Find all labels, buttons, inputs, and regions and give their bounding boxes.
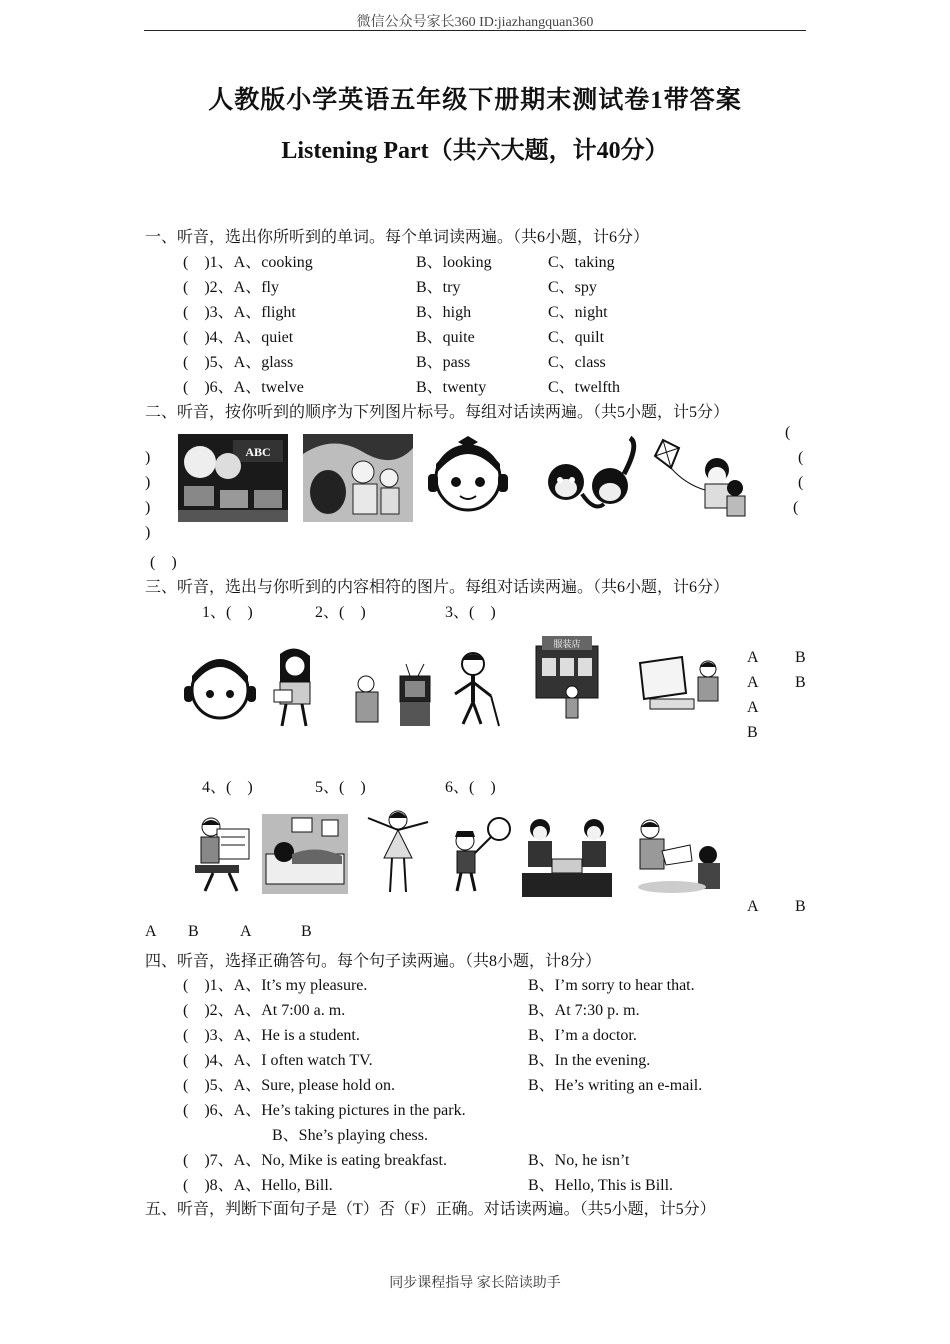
s1-item-4-c: C、quilt — [548, 329, 605, 346]
page-header: 微信公众号家长360 ID:jiazhangquan360 — [356, 15, 594, 30]
s1-item-3-b: B、high — [416, 304, 472, 321]
section-2-heading: 二、听音，按你听到的顺序为下列图片标号。每组对话读两遍。（共5小题，计5分） — [145, 404, 730, 421]
s4-item-5-b: B、He’s writing an e-mail. — [528, 1077, 703, 1094]
s1-item-2-a: ( )2、A、fly — [183, 279, 279, 296]
s4-item-5-a: ( )5、A、Sure, please hold on. — [183, 1077, 395, 1094]
s1-item-1-c: C、taking — [548, 254, 615, 271]
picture-family-reading — [632, 815, 730, 895]
s1-item-4-b: B、quite — [416, 329, 475, 346]
s3-label-b-2: B — [795, 674, 806, 691]
s2-paren-open-3: ( — [798, 474, 804, 491]
s4-item-6-b: B、She’s playing chess. — [272, 1127, 428, 1144]
s3-label-a-5: A — [145, 923, 157, 940]
s1-item-6-a: ( )6、A、twelve — [183, 379, 304, 396]
s4-item-3-b: B、I’m a doctor. — [528, 1027, 637, 1044]
s3-question-6: 6、( ) — [445, 779, 496, 796]
page-footer: 同步课程指导 家长陪读助手 — [389, 1276, 561, 1291]
s2-paren-close-4: ) — [145, 524, 151, 541]
document-subtitle: Listening Part（共六大题，计40分） — [281, 138, 669, 164]
blackboard-abc-text: ABC — [245, 445, 271, 459]
s4-item-1-a: ( )1、A、It’s my pleasure. — [183, 977, 368, 994]
s2-paren-open-1: ( — [785, 424, 791, 441]
s4-item-3-a: ( )3、A、He is a student. — [183, 1027, 360, 1044]
s2-paren-pair: ( ) — [150, 554, 177, 571]
s4-item-4-b: B、In the evening. — [528, 1052, 651, 1069]
picture-girl-computer — [636, 655, 726, 715]
s3-label-a-4: A — [747, 898, 759, 915]
s1-item-1-a: ( )1、A、cooking — [183, 254, 313, 271]
s3-label-b-1: B — [795, 649, 806, 666]
picture-kite-flying — [645, 434, 755, 524]
picture-boy-watching-tv — [352, 662, 434, 728]
s4-item-1-b: B、I’m sorry to hear that. — [528, 977, 695, 994]
s1-item-5-c: C、class — [548, 354, 606, 371]
s2-paren-close-2: ) — [145, 474, 151, 491]
section-4-heading: 四、听音，选择正确答句。每个句子读两遍。（共8小题，计8分） — [145, 953, 602, 970]
s1-item-5-a: ( )5、A、glass — [183, 354, 294, 371]
picture-girl-reading — [270, 646, 320, 728]
s2-paren-close-1: ) — [145, 449, 151, 466]
s4-item-4-a: ( )4、A、I often watch TV. — [183, 1052, 373, 1069]
s4-item-6-a: ( )6、A、He’s taking pictures in the park. — [183, 1102, 466, 1119]
s2-paren-open-2: ( — [798, 449, 804, 466]
s1-item-6-b: B、twenty — [416, 379, 487, 396]
s3-question-1: 1、( ) — [202, 604, 253, 621]
picture-girl-dancing — [362, 808, 434, 896]
section-1-heading: 一、听音，选出你所听到的单词。每个单词读两遍。（共6小题，计6分） — [145, 229, 650, 246]
s1-item-4-a: ( )4、A、quiet — [183, 329, 294, 346]
s2-paren-close-3: ) — [145, 499, 151, 516]
picture-children-outdoors — [303, 434, 413, 522]
header-rule — [144, 30, 806, 31]
s1-item-3-a: ( )3、A、flight — [183, 304, 296, 321]
picture-man-newspaper — [193, 815, 253, 893]
picture-girl-headphones-small — [180, 648, 262, 728]
picture-boy-with-net — [445, 815, 515, 895]
store-sign-text: 服装店 — [553, 640, 581, 650]
picture-monkeys — [538, 434, 643, 522]
s3-label-a-6: A — [240, 923, 252, 940]
s3-label-b-6: B — [301, 923, 312, 940]
s4-item-8-a: ( )8、A、Hello, Bill. — [183, 1177, 333, 1194]
section-3-heading: 三、听音，选出与你听到的内容相符的图片。每组对话读两遍。（共6小题，计6分） — [145, 579, 730, 596]
s2-paren-open-4: ( — [793, 499, 799, 516]
picture-classroom — [178, 434, 288, 522]
document-title: 人教版小学英语五年级下册期末测试卷1带答案 — [208, 87, 742, 114]
section-5-heading: 五、听音，判断下面句子是（T）否（F）正确。对话读两遍。（共5小题，计5分） — [145, 1201, 716, 1218]
picture-boy-sweeping — [445, 650, 505, 730]
s3-question-5: 5、( ) — [315, 779, 366, 796]
s4-item-2-b: B、At 7:30 p. m. — [528, 1002, 640, 1019]
s3-label-a-1: A — [747, 649, 759, 666]
picture-children-playing-chess — [522, 815, 612, 897]
s1-item-1-b: B、looking — [416, 254, 492, 271]
s3-label-b-5: B — [188, 923, 199, 940]
s4-item-8-b: B、Hello, This is Bill. — [528, 1177, 674, 1194]
s1-item-3-c: C、night — [548, 304, 608, 321]
s4-item-7-a: ( )7、A、No, Mike is eating breakfast. — [183, 1152, 447, 1169]
s3-label-b-3: B — [747, 724, 758, 741]
s3-question-2: 2、( ) — [315, 604, 366, 621]
s1-item-2-c: C、spy — [548, 279, 597, 296]
picture-boy-sleeping — [262, 814, 348, 894]
s3-label-a-2: A — [747, 674, 759, 691]
s3-label-b-4: B — [795, 898, 806, 915]
picture-clothing-store — [528, 632, 606, 728]
s3-question-4: 4、( ) — [202, 779, 253, 796]
s4-item-7-b: B、No, he isn’t — [528, 1152, 630, 1169]
s3-label-a-3: A — [747, 699, 759, 716]
s1-item-6-c: C、twelfth — [548, 379, 620, 396]
s1-item-2-b: B、try — [416, 279, 461, 296]
s1-item-5-b: B、pass — [416, 354, 471, 371]
picture-girl-headphones — [418, 434, 518, 522]
s3-question-3: 3、( ) — [445, 604, 496, 621]
s4-item-2-a: ( )2、A、At 7:00 a. m. — [183, 1002, 346, 1019]
